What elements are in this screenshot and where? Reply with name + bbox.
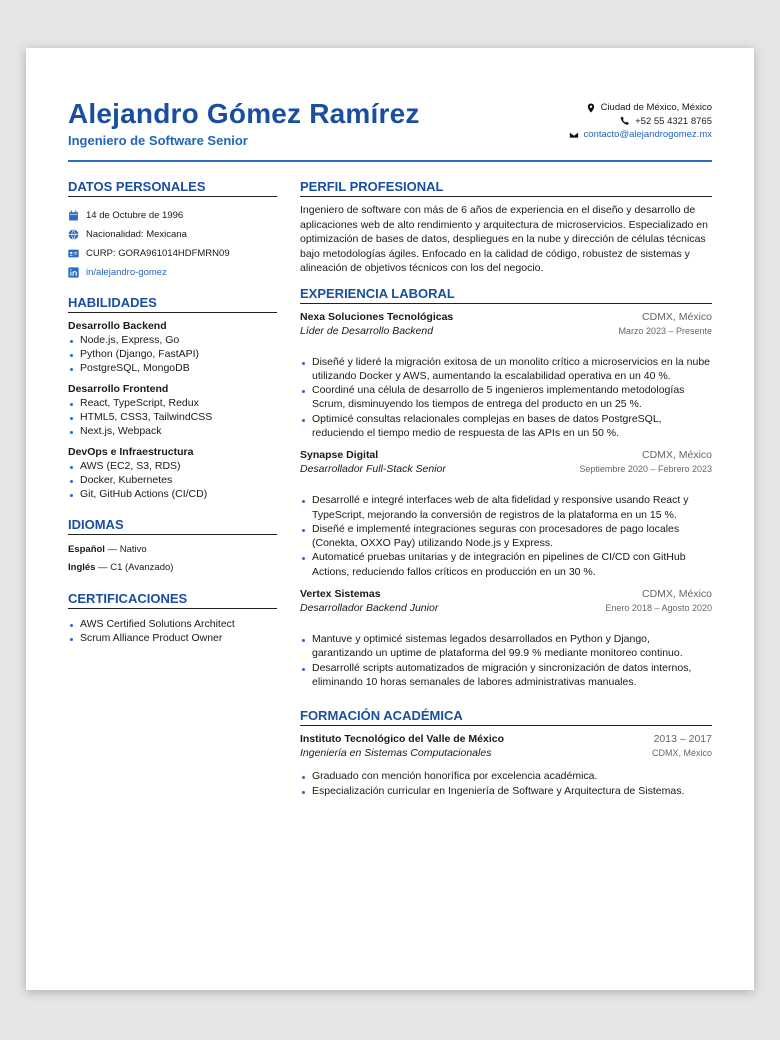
language-level: — Nativo	[107, 544, 147, 555]
contact-block	[569, 101, 712, 142]
education-bullet: Graduado con mención honorífica por excelencia académica.	[300, 769, 712, 783]
education-entry	[300, 732, 712, 798]
job-role: Desarrollador Full-Stack Senior	[300, 463, 446, 476]
skill-item: Docker, Kubernetes	[68, 473, 277, 487]
job-entry	[300, 587, 712, 689]
language-name: Inglés	[68, 562, 96, 573]
job-company: Nexa Soluciones Tecnológicas	[300, 310, 454, 323]
resume-page	[26, 48, 754, 990]
skill-item: PostgreSQL, MongoDB	[68, 361, 277, 375]
job-bullet: Desarrollé scripts automatizados de migración y sincronización de datos internos, eliminando 10 horas semanales de labores administrativas manuales.	[300, 661, 712, 690]
section-title-profile: PERFIL PROFESIONAL	[300, 179, 712, 197]
globe-icon	[68, 229, 79, 240]
skill-group	[68, 319, 277, 375]
skill-category: Desarrollo Frontend	[68, 383, 169, 395]
id-card-icon	[68, 248, 79, 259]
map-pin-icon	[586, 103, 596, 113]
job-bullet: Coordiné una célula de desarrollo de 5 ingenieros implementando metodologías Scrum, disminuyendo los tiempos de entrega del producto en un 25 %.	[300, 383, 712, 412]
job-bullet: Diseñé e implementé integraciones seguras con procesadores de pago locales (Conekta, OXXO Pay) utilizando Node.js y Express.	[300, 522, 712, 551]
education-degree: Ingeniería en Sistemas Computacionales	[300, 747, 492, 760]
section-title-experience: EXPERIENCIA LABORAL	[300, 286, 712, 304]
contact-location	[569, 101, 712, 115]
skill-group	[68, 382, 277, 438]
language-name: Español	[68, 544, 105, 555]
linkedin-link[interactable]: in/alejandro-gomez	[86, 267, 167, 278]
job-dates: Marzo 2023 – Presente	[618, 325, 712, 336]
skill-category: Desarrollo Backend	[68, 320, 167, 332]
curp-text: CURP: GORA961014HDFMRN09	[86, 248, 230, 259]
section-title-languages: IDIOMAS	[68, 517, 277, 535]
location-text: Ciudad de México, México	[600, 102, 712, 113]
contact-phone	[569, 115, 712, 129]
education-years: 2013 – 2017	[653, 733, 712, 746]
job-role: Líder de Desarrollo Backend	[300, 324, 434, 337]
certification-item: AWS Certified Solutions Architect	[68, 617, 277, 631]
resume-header	[68, 98, 712, 162]
language-level: — C1 (Avanzado)	[98, 562, 174, 573]
job-bullet: Desarrollé e integré interfaces web de alta fidelidad y responsive usando React y TypeScript, mejorando la conversión de registros de la plataforma en un 15 %.	[300, 493, 712, 522]
skill-item: Node.js, Express, Go	[68, 333, 277, 347]
email-link[interactable]: contacto@alejandrogomez.mx	[583, 129, 712, 140]
skill-item: HTML5, CSS3, TailwindCSS	[68, 410, 277, 424]
job-entry	[300, 310, 712, 441]
right-column	[300, 179, 712, 806]
job-dates: Enero 2018 – Agosto 2020	[605, 603, 712, 614]
linkedin-row[interactable]	[68, 263, 277, 282]
section-title-education: FORMACIÓN ACADÉMICA	[300, 708, 712, 726]
birthdate-row	[68, 206, 277, 225]
nationality-row	[68, 225, 277, 244]
left-column	[68, 179, 277, 645]
skill-item: Git, GitHub Actions (CI/CD)	[68, 487, 277, 501]
candidate-name: Alejandro Gómez Ramírez	[68, 98, 420, 129]
skill-group	[68, 445, 277, 501]
section-title-skills: HABILIDADES	[68, 295, 277, 313]
skill-item: React, TypeScript, Redux	[68, 396, 277, 410]
section-title-certifications: CERTIFICACIONES	[68, 591, 277, 609]
language-row	[68, 541, 277, 559]
envelope-icon	[569, 130, 579, 140]
phone-icon	[620, 116, 630, 126]
skill-item: Python (Django, FastAPI)	[68, 347, 277, 361]
education-location: CDMX, México	[651, 748, 712, 759]
job-location: CDMX, México	[641, 310, 712, 323]
nationality-text: Nacionalidad: Mexicana	[86, 229, 187, 240]
job-company: Synapse Digital	[300, 449, 379, 462]
section-title-personal: DATOS PERSONALES	[68, 179, 277, 197]
skill-item: AWS (EC2, S3, RDS)	[68, 459, 277, 473]
skill-item: Next.js, Webpack	[68, 424, 277, 438]
linkedin-icon	[68, 267, 79, 278]
birthdate-text: 14 de Octubre de 1996	[86, 210, 184, 221]
job-bullet: Automaticé pruebas unitarias y de integración en pipelines de CI/CD con GitHub Actions, reduciendo fallos críticos en producción en un 30 %.	[300, 550, 712, 579]
profile-text: Ingeniero de software con más de 6 años de experiencia en el diseño y desarrollo de aplicaciones web de alto rendimiento y arquitectura de microservicios. Especializado en optimización de bases de datos, despliegues en la nube y dirección de células técnicas bajo metodologías ágiles. Enfocado en la calidad de código, robustez de sistemas y alineación de objetivos técnicos con los del negocio.	[300, 204, 708, 274]
job-role: Desarrollador Backend Junior	[300, 602, 439, 615]
job-location: CDMX, México	[641, 588, 712, 601]
education-school: Instituto Tecnológico del Valle de México	[300, 733, 505, 746]
job-entry	[300, 448, 712, 579]
job-bullet: Optimicé consultas relacionales complejas en bases de datos PostgreSQL, reduciendo el tiempo medio de respuesta de las APIs en un 50 %.	[300, 412, 712, 441]
language-row	[68, 559, 277, 577]
job-dates: Septiembre 2020 – Febrero 2023	[579, 464, 712, 475]
job-company: Vertex Sistemas	[300, 588, 381, 601]
calendar-icon	[68, 210, 79, 221]
candidate-title: Ingeniero de Software Senior	[68, 133, 248, 148]
certification-item: Scrum Alliance Product Owner	[68, 631, 277, 645]
education-bullet: Especialización curricular en Ingeniería de Software y Arquitectura de Sistemas.	[300, 784, 712, 798]
curp-row	[68, 244, 277, 263]
phone-text: +52 55 4321 8765	[635, 115, 712, 127]
job-location: CDMX, México	[641, 449, 712, 462]
skill-category: DevOps e Infraestructura	[68, 446, 194, 458]
job-bullet: Diseñé y lideré la migración exitosa de un monolito crítico a microservicios en la nube utilizando Docker y AWS, aumentando la escalabilidad operativa en un 40 %.	[300, 355, 712, 384]
job-bullet: Mantuve y optimicé sistemas legados desarrollados en Python y Django, garantizando un uptime de plataforma del 99.9 % mediante monitoreo continuo.	[300, 632, 712, 661]
contact-email[interactable]	[569, 128, 712, 142]
